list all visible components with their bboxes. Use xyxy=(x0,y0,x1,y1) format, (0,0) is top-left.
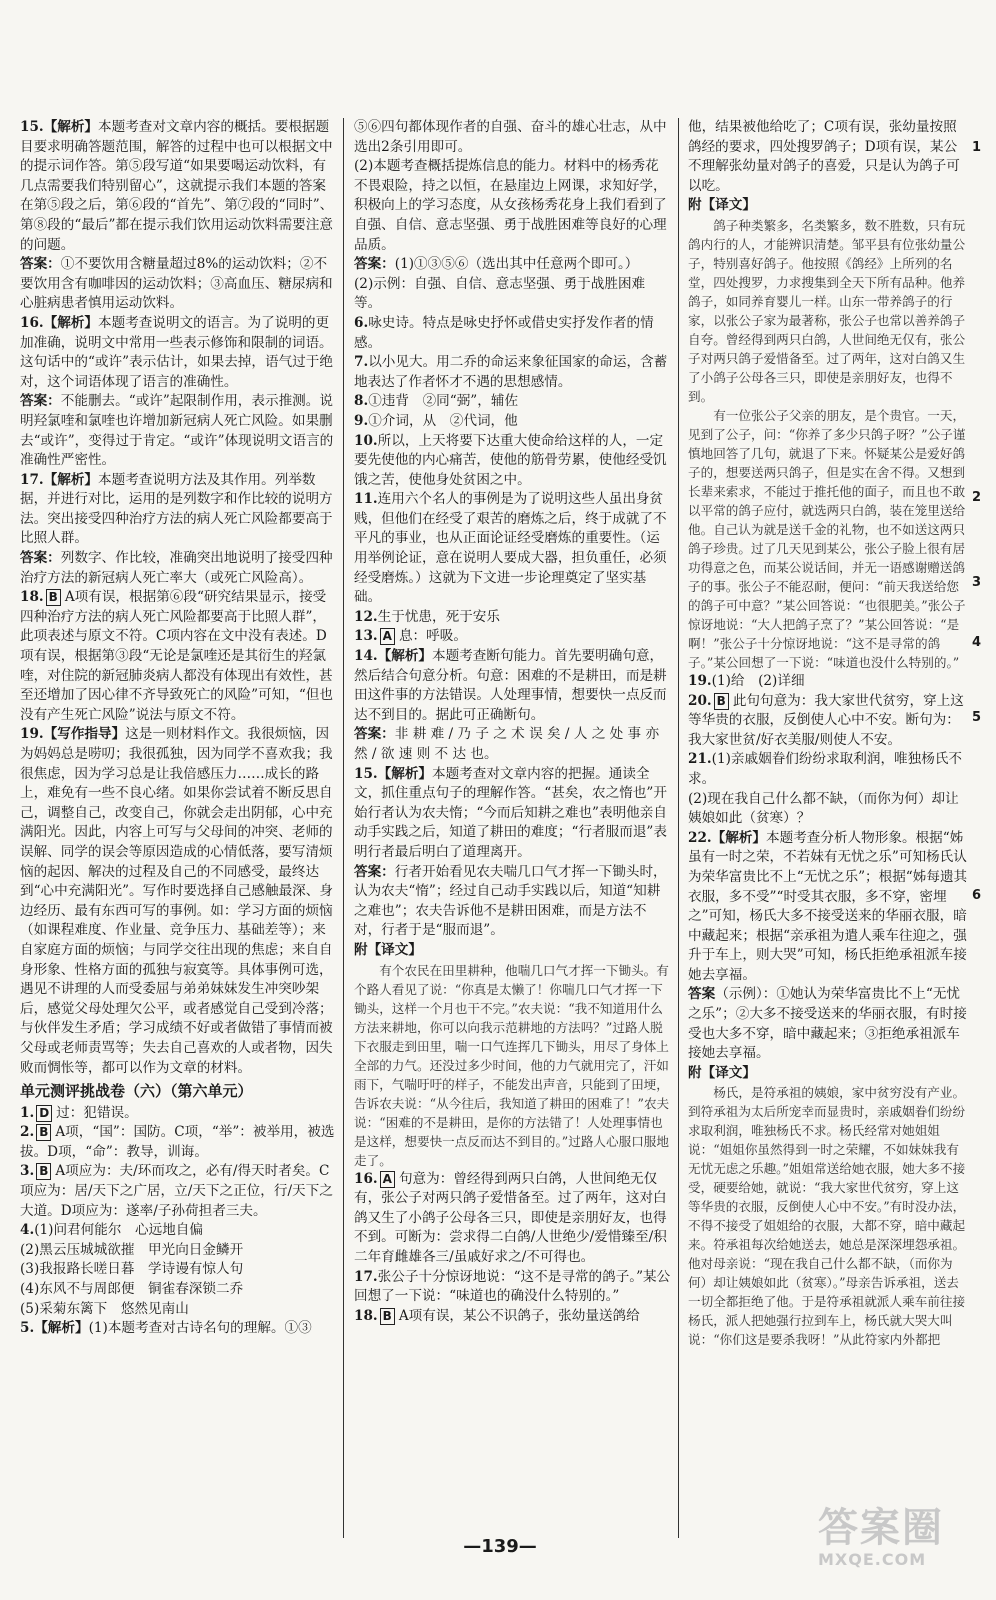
question-number: 19. xyxy=(688,672,712,689)
choice-answer-box: A xyxy=(380,628,395,645)
item-text: 连用六个名人的事例是为了说明这些人虽出身贫贱，但他们在经受了艰苦的磨炼之后，终于成就了不平凡的事业，也从正面论证经受磨炼的重要性。（运用举例论证，意在说明人要成大器，担负重任，必须经受磨炼。）这就为下文进一步论理奠定了坚实基础。 xyxy=(354,491,667,606)
question-item xyxy=(354,412,672,432)
question-item xyxy=(354,432,672,491)
question-number: 22. xyxy=(688,829,712,846)
question-number: 4. xyxy=(20,1222,35,1239)
answer-block xyxy=(688,985,970,1063)
analysis-tag: 【写作指导】 xyxy=(43,726,126,743)
question-item xyxy=(20,1123,338,1162)
choice-answer-box: D xyxy=(36,1105,52,1122)
question-item xyxy=(354,353,672,392)
question-item xyxy=(688,118,970,196)
translation-paragraph: 鸽子种类繁多，名类繁多，数不胜数，只有玩鸽内行的人，才能辨识清楚。邹平县有位张幼量公子，特别喜好鸽子。他按照《鸽经》上所列的名堂，四处搜罗，力求搜集到全天下所有品种。他养鸽子，如同养育婴儿一样。山东一带养鸽子的行家，以张公子家为最著称，张公子也常以善养鸽子自夸。曾经得到两只白鸽，人世间绝无仅有，张公子对两只鸽子爱惜备至。过了两年，这对白鸽又生了小鸽子公母各三只，即使是亲朋好友，也得不到。 xyxy=(688,217,966,404)
item-text: ⑤⑥四句都体现作者的自强、奋斗的雄心壮志，从中选出2条引用即可。 xyxy=(354,119,667,155)
item-text: 本题考查对文章内容的把握。通读全文，抓住重点句子的理解作答。“甚矣，农之惰也”开始行者认为农夫惰；“今而后知耕之难也”表明他亲自动手实践之后，知道了耕田的难度；“行者服而退”表明行者最后明白了道理离开。 xyxy=(354,765,667,860)
translation-paragraph: 有个农民在田里耕种，他喘几口气才挥一下锄头。有个路人看见了说：“你真是太懒了！你喘几口气才挥一下锄头，这样一个月也干不完。”农夫说：“我不知道用什么方法来耕地，你可以向我示范耕地的方法吗？”过路人脱下衣服走到田里，喘一口气连挥几下锄头，用尽了身体上全部的力气。还没过多少时间，他的力气就用完了，汗如雨下，气喘吁吁的样子，不能发出声音，只能到了田埂，告诉农夫说：“从今往后，我知道了耕田的困难了！”农夫说：“困难的不是耕田，是你的方法错了！人处理事情也是这样，想要快一点反而达不到目的。”过路人心服口服地走了。 xyxy=(354,962,670,1168)
question-number: 3. xyxy=(20,1163,35,1180)
choice-answer-box: B xyxy=(46,589,61,606)
translation-paragraph: 有一位张公子父亲的朋友，是个贵官。一天，见到了公子，问：“你养了多少只鸽子呀？”公子谨慎地回答了几句，就退了下来。怀疑某公是爱好鸽子的，想要送两只鸽子，但是实在舍不得。又想到长辈来索求，不能过于推托他的面子，而且也不敢以平常的鸽子应付，就选两只白鸽，装在笼里送给他。自己认为就是送千金的礼物，也不如送这两只鸽子珍贵。过了几天见到某公，张公子脸上很有居功得意之色，而某公说话间，并无一语感谢赠送鸽子的事。张公子不能忍耐，便问：“前天我送给您的鸽子可中意？”某公回答说：“也很肥美。”张公子惊讶地说：“大人把鸽子烹了？”某公回答说：“是啊！”张公子十分惊讶地说：“这不是寻常的鸽子。”某公回想了一下说：“味道也没什么特别的。” xyxy=(688,407,966,670)
choice-answer-box: B xyxy=(380,1308,395,1325)
item-text: A项，“国”：国防。C项，“举”：被举用，被选拔。D项，“命”：教导，训诲。 xyxy=(20,1124,335,1160)
item-text: (5)采菊东篱下 悠然见南山 xyxy=(20,1300,189,1317)
edge-number: 2 xyxy=(972,490,982,505)
question-item xyxy=(688,829,970,986)
edge-number: 3 xyxy=(972,575,982,590)
question-item xyxy=(354,118,672,157)
answer-label: 答案： xyxy=(354,256,395,273)
choice-answer-box: B xyxy=(36,1124,51,1141)
answer-block xyxy=(354,725,672,764)
analysis-tag: 【解析】 xyxy=(377,765,433,782)
item-text: ①违背 ②同“弼”，辅佐 xyxy=(368,393,519,410)
question-item xyxy=(354,1268,672,1307)
question-number: 2. xyxy=(20,1124,35,1141)
choice-answer-box: B xyxy=(714,693,729,710)
item-text: 句意为：曾经得到两只白鸽，人世间绝无仅有，张公子对两只鸽子爱惜备至。过了两年，这对白鸽又生了小鸽子公母各三只，即使是亲朋好友，也得不到。可断为：尝求得二白鸽/人世绝少/爱惜臻至/积二年育雌雄各三/虽戚好求之/不可得也。 xyxy=(354,1170,667,1265)
item-text: 本题考查说明文的语言。为了说明的更加准确，说明文中常用一些表示修饰和限制的词语。这句话中的“或许”表示估计，如果去掉，语气过于绝对，这个词语体现了语言的准确性。 xyxy=(20,314,333,390)
answer-label: 答案： xyxy=(354,863,395,880)
question-item xyxy=(20,588,338,725)
item-text: 行者开始看见农夫喘几口气才挥一下锄头时，认为农夫“惰”；经过自己动手实践以后，知道“知耕之难也”；农夫告诉他不是耕田困难，而是方法不对，行者于是“服而退”。 xyxy=(354,863,667,939)
question-number: 10. xyxy=(354,432,378,449)
item-text: 生于忧患，死于安乐 xyxy=(377,608,500,625)
column-right xyxy=(688,118,970,1349)
analysis-tag: 【解析】 xyxy=(711,829,767,846)
question-item xyxy=(20,471,338,549)
question-number: 18. xyxy=(20,589,44,606)
question-item xyxy=(354,608,672,628)
item-text: ①介词，从 ②代词，他 xyxy=(368,412,518,429)
question-item xyxy=(354,1307,672,1327)
question-number: 9. xyxy=(354,412,369,429)
answer-label: 答案： xyxy=(20,393,61,410)
item-text: (1)①③⑤⑥（选出其中任意两个即可。） xyxy=(394,256,639,273)
item-text: 本题考查断句能力。首先要明确句意，然后结合句意分析。句意：困难的不是耕田，而是耕田这件事的方法错误。人处理事情，想要快一点反而达不到目的。据此可正确断句。 xyxy=(354,648,667,723)
question-number: 19. xyxy=(20,726,44,743)
item-text: A项有误，根据第⑥段“研究结果显示，接受四种治疗方法的病人死亡风险都要高于比照人群”，此项表述与原文不符。C项内容在文中没有表述。D项有误，根据第③段“无论是氯喹还是其衍生的羟氯喹，对住院的新冠肺炎病人都没有体现出有效性，甚至还增加了因心律不齐导致死亡的风险”可知，“但也没有产生死亡风险”说法与原文不符。 xyxy=(20,589,333,723)
item-text: (2)示例：自强、自信、意志坚强、勇于战胜困难等。 xyxy=(354,275,646,312)
item-text: 这是一则材料作文。我很烦恼，因为妈妈总是唠叨；我很孤独，因为同学不喜欢我；我很焦虑，因为学习总是让我倍感压力……成长的路上，难免有一些不良心绪。如果你尝试着不断反思自己，调整自己，改变自己，你就会走出阴郁，心中充满阳光。因此，内容上可写与父母间的冲突、老师的误解、同学的误会等原因造成的心情低落，要写清烦恼的起因、解决的过程及自己的不同感受，最终达到“心中充满阳光”。写作时要选择自己感触最深、身边经历、最有东西可写的事例。如：学习方面的烦恼（如课程难度、作业量、竞争压力、基础差等）；来自家庭方面的烦恼；与同学交往出现的焦虑；来自自身形象、性格方面的孤独与寂寞等。具体事例可选，遇见不讲理的人而受委屈与弟弟妹妹发生冲突吵架后，感觉父母处理欠公平，或者感觉自己受到冷落；与伙伴发生矛盾；学习成绩不好或者做错了事情而被父母或老师责骂等；失去自己喜欢的人或者物，因失败而惆怅等，都可以作为文章的材料。 xyxy=(20,726,333,1076)
item-text: ①不要饮用含糖量超过8%的运动饮料；②不要饮用含有咖啡因的运动饮料；③高血压、糖尿病和心脏病患者慎用运动饮料。 xyxy=(20,256,333,312)
question-item xyxy=(354,765,672,863)
question-number: 16. xyxy=(354,1170,378,1187)
answer-block xyxy=(20,255,338,314)
item-text: 息：呼吸。 xyxy=(398,628,467,645)
item-text: 此句句意为：我大家世代贫穷，穿上这等华贵的衣服，反倒使人心中不安。断句为：我大家世贫/好衣美服/则使人不安。 xyxy=(688,692,964,748)
question-item xyxy=(20,314,338,392)
watermark-logo xyxy=(818,1506,978,1592)
question-item xyxy=(688,750,970,789)
item-text: 过：犯错误。 xyxy=(56,1104,138,1121)
answer-block xyxy=(20,549,338,588)
question-number: 14. xyxy=(354,648,378,665)
question-item xyxy=(354,647,672,725)
answer-block xyxy=(20,392,338,470)
question-number: 5. xyxy=(20,1320,35,1337)
item-text: 以小见大。用二乔的命运来象征国家的命运，含蓄地表达了作者怀才不遇的思想感情。 xyxy=(354,354,668,390)
question-item xyxy=(354,157,672,255)
question-number: 7. xyxy=(354,354,369,371)
answer-label: 答案： xyxy=(20,256,61,273)
analysis-tag: 【解析】 xyxy=(34,1320,89,1337)
answer-label: 答案： xyxy=(20,550,61,567)
question-item xyxy=(20,1260,338,1280)
item-text: 不能删去。“或许”起限制作用，表示推测。说明羟氯喹和氯喹也许增加新冠病人死亡风险。如果删去“或许”，变得过于肯定。“或许”体现说明文语言的准确性严密性。 xyxy=(20,393,334,469)
question-number: 6. xyxy=(354,314,369,331)
page-number: —139— xyxy=(463,1536,537,1557)
item-text: 他，结果被他给吃了；C项有误，张幼量按照鸽经的要求，四处搜罗鸽子；D项有误，某公不理解张幼量对鸽子的喜爱，只是认为鸽子可以吃。 xyxy=(688,119,960,194)
question-number: 8. xyxy=(354,393,369,410)
item-text: (1)问君何能尔 心远地自偏 xyxy=(34,1222,203,1239)
question-number: 18. xyxy=(354,1307,378,1324)
question-item xyxy=(20,1221,338,1241)
column-divider xyxy=(343,118,344,1538)
item-text: (1)给 (2)详细 xyxy=(711,672,805,689)
question-item xyxy=(354,490,672,608)
question-item xyxy=(354,627,672,647)
question-item xyxy=(20,725,338,1078)
question-number: 16. xyxy=(20,314,44,331)
item-text: 列数字、作比较，准确突出地说明了接受四种治疗方法的新冠病人死亡率大（或死亡风险高）。 xyxy=(20,550,333,586)
translation-paragraph: 杨氏，是符承祖的姨娘，家中贫穷没有产业。到符承祖为太后所宠幸而显贵时，亲戚姻眷们纷纷求取利润，唯独杨氏不求。杨氏经常对她姐姐说：“姐姐你虽然得到一时之荣耀，不如妹妹我有无忧无虑之乐趣。”姐姐常送给她衣服，她大多不接受，硬要给她，就说：“我大家世代贫穷，穿上这等华贵的衣服，反倒使人心中不安。”有时没办法，不得不接受了姐姐给的衣服，大都不穿，暗中藏起来。符承祖每次给她送去，她总是深深埋怨承祖。他对母亲说：“现在我自己什么都不缺，（而你为何）却让姨娘如此（贫寒）。”母亲告诉承祖，送去一切全都拒绝了他。于是符承祖就派人乘车前往接杨氏，派人把她强行拉到车上，杨氏就大哭大叫说：“你们这是要杀我呀！”从此符家内外都把 xyxy=(688,1085,966,1348)
answer-label: 答案： xyxy=(354,726,395,743)
question-number: 21. xyxy=(688,751,712,768)
question-item xyxy=(20,118,338,255)
watermark-text: 答案圈 xyxy=(818,1505,944,1551)
item-text: (4)东风不与周郎便 铜雀春深锁二乔 xyxy=(20,1281,244,1298)
question-item xyxy=(20,1280,338,1300)
question-item xyxy=(354,1170,672,1268)
question-number: 12. xyxy=(354,608,378,625)
translation-heading: 附【译文】 xyxy=(354,941,422,958)
item-text: 本题考查说明方法及其作用。列举数据，并进行对比，运用的是列数字和作比较的说明方法。突出接受四种治疗方法的病人死亡风险都要高于比照人群。 xyxy=(20,471,333,547)
answer-label: 答案 xyxy=(688,986,716,1003)
question-item xyxy=(20,1319,338,1339)
section-heading: 单元测评挑战卷（六）（第六单元） xyxy=(20,1082,253,1101)
watermark-url: MXQE.COM xyxy=(818,1550,927,1569)
analysis-tag: 【解析】 xyxy=(43,314,99,331)
choice-answer-box: B xyxy=(36,1163,51,1180)
answer-block xyxy=(354,863,672,941)
item-text: (1)亲戚姻眷们纷纷求取利润，唯独杨氏不求。 xyxy=(688,751,963,787)
analysis-tag: 【解析】 xyxy=(43,119,99,135)
question-number: 17. xyxy=(354,1268,378,1285)
question-number: 15. xyxy=(354,765,378,782)
item-text: 本题考查分析人物形象。根据“姊虽有一时之荣，不若妹有无忧之乐”可知杨氏认为荣华富贵比不上“无忧之乐”；根据“姊每遗其衣服，多不受”“时受其衣服，多不穿，密埋之”可知，杨氏大多不接受送来的华丽衣服，暗中藏起来；根据“亲承祖为遣人乘车往迎之，强升于车上，则大哭”可知，杨氏拒绝承祖派车接她去享福。 xyxy=(688,829,968,983)
column-middle xyxy=(354,118,672,1326)
analysis-tag: 【解析】 xyxy=(377,648,433,665)
question-item xyxy=(688,692,970,751)
item-text: (2)本题考查概括提炼信息的能力。材料中的杨秀花不畏艰险，持之以恒，在悬崖边上网课，求知好学，积极向上的学习态度，从女孩杨秀花身上我们看到了自强、自信、意志坚强、勇于战胜困难等良好的心理品质。 xyxy=(354,158,667,253)
choice-answer-box: A xyxy=(380,1171,395,1188)
edge-number: 4 xyxy=(972,635,982,650)
item-text: 非 耕 难 / 乃 子 之 术 误 矣 / 人 之 处 事 亦 然 / 欲 速 则 不 达 也。 xyxy=(354,726,660,762)
item-text: （示例）：①她认为荣华富贵比不上“无忧之乐”；②大多不接受送来的华丽衣服，有时接受也大多不穿，暗中藏起来；③拒绝承祖派车接她去享福。 xyxy=(688,986,967,1062)
item-text: 本题考查对文章内容的概括。要根据题目要求明确答题范围，解答的过程中也可以根据文中的提示词作答。第⑤段写道“如果要喝运动饮料，有几点需要我们特别留心”，这就提示我们本题的答案在第⑤段之后，第⑥段的“首先”、第⑦段的“同时”、第⑧段的“最后”都在提示我们饮用运动饮料需要注意的问题。 xyxy=(20,119,334,253)
item-text: (2)黑云压城城欲摧 甲光向日金鳞开 xyxy=(20,1241,244,1258)
translation-heading: 附【译文】 xyxy=(688,197,756,214)
column-divider xyxy=(678,118,679,1538)
item-text: (1)本题考查对古诗名句的理解。①③ xyxy=(88,1320,312,1337)
edge-number: 1 xyxy=(972,140,982,155)
question-item xyxy=(688,672,970,692)
question-item xyxy=(20,1241,338,1261)
item-text: (2)现在我自己什么都不缺，（而你为何）却让姨娘如此（贫寒）？ xyxy=(688,790,959,827)
question-number: 15. xyxy=(20,119,44,135)
answer-block xyxy=(354,255,672,275)
question-item xyxy=(688,790,970,829)
edge-number: 6 xyxy=(972,888,982,903)
question-item xyxy=(20,1300,338,1320)
question-item xyxy=(20,1162,338,1221)
question-number: 20. xyxy=(688,692,712,709)
question-number: 11. xyxy=(354,491,378,508)
item-text: 所以，上天将要下达重大使命给这样的人，一定要先使他的内心痛苦，使他的筋骨劳累，使他经受饥饿之苦，使他身处贫困之中。 xyxy=(354,432,667,488)
translation-heading: 附【译文】 xyxy=(688,1064,756,1081)
item-text: A项应为：夫/环而攻之，必有/得天时者矣。C项应为：居/天下之广居，立/天下之正位，行/天下之大道。D项应为：遂率/子孙荷担者三夫。 xyxy=(20,1163,333,1219)
question-item xyxy=(354,314,672,353)
edge-number: 5 xyxy=(972,710,982,725)
question-item xyxy=(20,1104,338,1124)
question-number: 17. xyxy=(20,471,44,488)
column-left xyxy=(20,118,338,1339)
analysis-tag: 【解析】 xyxy=(43,471,99,488)
item-text: 张公子十分惊讶地说：“这不是寻常的鸽子。”某公回想了一下说：“味道也的确没什么特别的。” xyxy=(354,1268,671,1305)
item-text: A项有误，某公不识鸽子，张幼量送鸽给 xyxy=(398,1307,640,1324)
question-number: 13. xyxy=(354,628,378,645)
question-item xyxy=(354,392,672,412)
item-text: 咏史诗。特点是咏史抒怀或借史实抒发作者的情感。 xyxy=(354,314,654,351)
question-number: 1. xyxy=(20,1104,35,1121)
item-text: (3)我报路长嗟日暮 学诗谩有惊人句 xyxy=(20,1261,244,1278)
question-item xyxy=(354,275,672,314)
